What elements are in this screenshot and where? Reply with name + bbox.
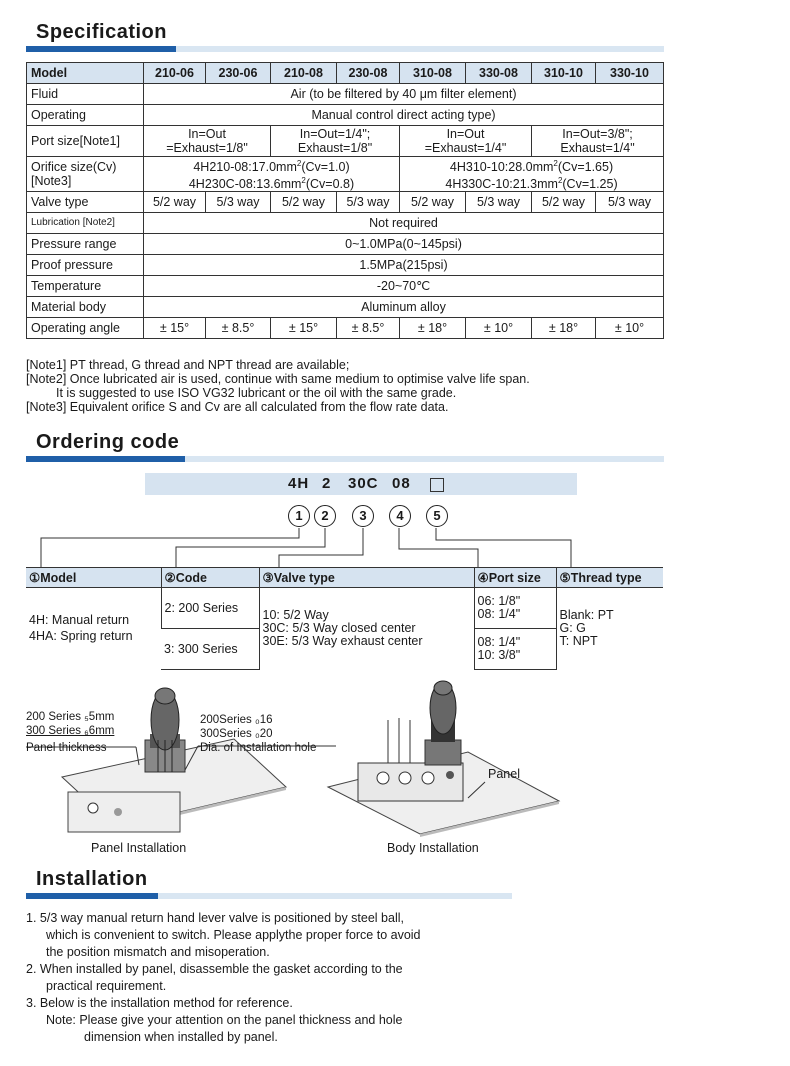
circle-2: 2 [314, 505, 336, 527]
angle-cell: ± 15° [144, 318, 206, 339]
header-model: Model [27, 63, 144, 84]
value-pressure-range: 0~1.0MPa(0~145psi) [144, 234, 664, 255]
ordering-table [26, 567, 663, 670]
port-200: 06: 1/8" 08: 1/4" [474, 588, 556, 629]
valve-type-cell: 5/2 way [532, 192, 596, 213]
header-code: ②Code [161, 568, 259, 588]
header-310-10: 310-10 [532, 63, 596, 84]
body-installation-drawing [328, 681, 559, 837]
circle-5: 5 [426, 505, 448, 527]
label-orifice: Orifice size(Cv) [Note3] [27, 157, 144, 192]
ordering-row-1 [26, 588, 663, 629]
ordering-code-title: Ordering code [36, 431, 180, 453]
note-2-cont: It is suggested to use ISO VG32 lubricant or the oil with the same grade. [56, 386, 457, 400]
code-part-4h: 4H [288, 475, 310, 492]
label-temperature: Temperature [27, 276, 144, 297]
panel-tag: Panel [488, 767, 520, 781]
header-230-08: 230-08 [337, 63, 400, 84]
ordering-header-row [26, 568, 663, 588]
body-installation-caption: Body Installation [387, 841, 479, 855]
header-330-10: 330-10 [596, 63, 664, 84]
label-fluid: Fluid [27, 84, 144, 105]
circle-1: 1 [288, 505, 310, 527]
hole-dia-300: 300Series ₀20 [200, 728, 273, 740]
port-size-3: In=Out =Exhaust=1/4" [400, 126, 532, 157]
valve-options: 10: 5/2 Way 30C: 5/3 Way closed center 30E: 5/3 Way exhaust center [259, 588, 474, 670]
label-operating-angle: Operating angle [27, 318, 144, 339]
angle-cell: ± 8.5° [337, 318, 400, 339]
orifice-200-series: $4H210-08:17.0mm^2(Cv=1.0)$ $4H230C-08:13.6mm^2(Cv=0.8)$ [144, 157, 400, 192]
panel-installation-drawing [26, 688, 336, 832]
port-size-4: In=Out=3/8"; Exhaust=1/4" [532, 126, 664, 157]
value-operating: Manual control direct acting type) [144, 105, 664, 126]
panel-installation-caption: Panel Installation [91, 841, 187, 855]
note-1: [Note1] PT thread, G thread and NPT thread are available; [26, 358, 350, 372]
thread-options: Blank: PT G: G T: NPT [556, 588, 663, 670]
value-material: Aluminum alloy [144, 297, 664, 318]
install-line: 2. When installed by panel, disassemble the gasket according to the [26, 962, 403, 976]
label-lubrication: Lubrication [Note2] [27, 213, 144, 234]
install-line: 1. 5/3 way manual return hand lever valve is positioned by steel ball, [26, 911, 404, 925]
panel-thickness-label: Panel thickness [26, 742, 107, 754]
header-330-08: 330-08 [466, 63, 532, 84]
port-size-2: In=Out=1/4"; Exhaust=1/8" [271, 126, 400, 157]
installation-title: Installation [36, 868, 148, 890]
install-line: Note: Please give your attention on the panel thickness and hole [46, 1013, 403, 1027]
install-line: practical requirement. [46, 979, 167, 993]
header-model: ①Model [26, 568, 161, 588]
header-valve-type: ③Valve type [259, 568, 474, 588]
installation-bar [26, 893, 512, 899]
angle-cell: ± 15° [271, 318, 337, 339]
valve-type-cell: 5/2 way [271, 192, 337, 213]
hole-dia-200: 200Series ₀16 [200, 714, 273, 726]
label-operating: Operating [27, 105, 144, 126]
valve-type-cell: 5/3 way [466, 192, 532, 213]
value-lubrication: Not required [144, 213, 664, 234]
label-proof-pressure: Proof pressure [27, 255, 144, 276]
specification-title: Specification [36, 21, 167, 43]
valve-type-cell: 5/3 way [206, 192, 271, 213]
install-line: dimension when installed by panel. [84, 1030, 278, 1044]
angle-cell: ± 8.5° [206, 318, 271, 339]
install-line: which is convenient to switch. Please applythe proper force to avoid [46, 928, 421, 942]
install-line: the position mismatch and misoperation. [46, 945, 270, 959]
code-part-2: 2 [322, 475, 332, 492]
note-2: [Note2] Once lubricated air is used, continue with same medium to optimise valve life span. [26, 372, 530, 386]
circle-3: 3 [352, 505, 374, 527]
installation-text [26, 910, 421, 1046]
header-310-08: 310-08 [400, 63, 466, 84]
valve-type-cell: 5/3 way [596, 192, 664, 213]
header-230-06: 230-06 [206, 63, 271, 84]
angle-cell: ± 18° [532, 318, 596, 339]
header-port-size: ④Port size [474, 568, 556, 588]
valve-type-cell: 5/2 way [400, 192, 466, 213]
code-300: 3: 300 Series [161, 629, 259, 670]
valve-type-cell: 5/3 way [337, 192, 400, 213]
install-line: 3. Below is the installation method for reference. [26, 996, 293, 1010]
label-material: Material body [27, 297, 144, 318]
label-pressure-range: Pressure range [27, 234, 144, 255]
port-300: 08: 1/4" 10: 3/8" [474, 629, 556, 670]
note-3: [Note3] Equivalent orifice S and Cv are all calculated from the flow rate data. [26, 400, 449, 414]
header-210-06: 210-06 [144, 63, 206, 84]
circle-4: 4 [389, 505, 411, 527]
model-options: 4H: Manual return 4HA: Spring return [29, 613, 133, 644]
code-part-08: 08 [392, 475, 411, 492]
value-temperature: -20~70℃ [144, 276, 664, 297]
port-size-1: In=Out =Exhaust=1/8" [144, 126, 271, 157]
label-valve-type: Valve type [27, 192, 144, 213]
header-210-08: 210-08 [271, 63, 337, 84]
value-proof-pressure: 1.5MPa(215psi) [144, 255, 664, 276]
hole-dia-label: Dia. of Installation hole [200, 742, 317, 754]
angle-cell: ± 10° [466, 318, 532, 339]
value-fluid: Air (to be filtered by 40 μm filter element) [144, 84, 664, 105]
angle-cell: ± 10° [596, 318, 664, 339]
header-thread-type: ⑤Thread type [556, 568, 663, 588]
code-200: 2: 200 Series [161, 588, 259, 629]
orifice-300-series: $4H310-10:28.0mm^2(Cv=1.65)$ $4H330C-10:21.3mm^2(Cv=1.25)$ [400, 157, 664, 192]
panel-thickness-300: 300 Series ₆6mm [26, 725, 115, 737]
label-port-size: Port size[Note1] [27, 126, 144, 157]
valve-type-cell: 5/2 way [144, 192, 206, 213]
angle-cell: ± 18° [400, 318, 466, 339]
panel-thickness-200: 200 Series ₅5mm [26, 711, 115, 723]
code-part-30c: 30C [348, 475, 379, 492]
